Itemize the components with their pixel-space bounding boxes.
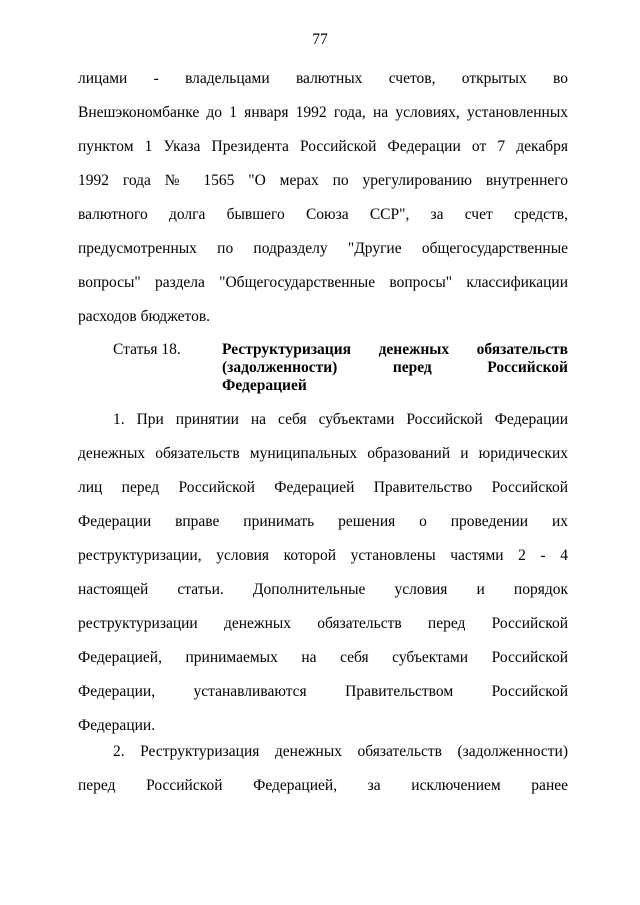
article-title-line: Реструктуризация денежных обязательств [222,341,568,358]
text-line: Федерации вправе принимать решения о проведении их [78,513,568,530]
text-line: Внешэкономбанке до 1 января 1992 года, на условиях, установленных [78,104,568,121]
text-line: пунктом 1 Указа Президента Российской Федерации от 7 декабря [78,138,568,155]
text-line: валютного долга бывшего Союза ССР", за счет средств, [78,206,568,223]
text-line: Федерацией, принимаемых на себя субъектами Российской [78,649,568,666]
text-line: настоящей статьи. Дополнительные условия и порядок [78,581,568,598]
text-line: Федерации, устанавливаются Правительством Российской [78,683,568,700]
text-line: 1992 года № 1565 "О мерах по урегулированию внутреннего [78,172,568,189]
text-line: лицами - владельцами валютных счетов, открытых во [78,70,568,87]
text-line: вопросы" раздела "Общегосударственные вопросы" классификации [78,274,568,291]
article-title-line: Федерацией [222,377,307,394]
text-line: предусмотренных по подразделу "Другие общегосударственные [78,240,568,257]
text-line: денежных обязательств муниципальных образований и юридических [78,445,568,462]
article-label: Статья 18. [113,341,181,358]
text-line: расходов бюджетов. [78,308,211,325]
text-line: реструктуризации, условия которой установлены частями 2 - 4 [78,547,568,564]
text-line: 2. Реструктуризация денежных обязательств (задолженности) [113,743,568,760]
text-line: реструктуризации денежных обязательств перед Российской [78,615,568,632]
article-title-line: (задолженности) перед Российской [222,359,568,376]
text-line: 1. При принятии на себя субъектами Российской Федерации [113,411,568,428]
text-line: перед Российской Федерацией, за исключением ранее [78,777,568,794]
text-line: Федерации. [78,717,156,734]
page-number: 77 [312,31,328,48]
text-line: лиц перед Российской Федерацией Правительство Российской [78,479,568,496]
